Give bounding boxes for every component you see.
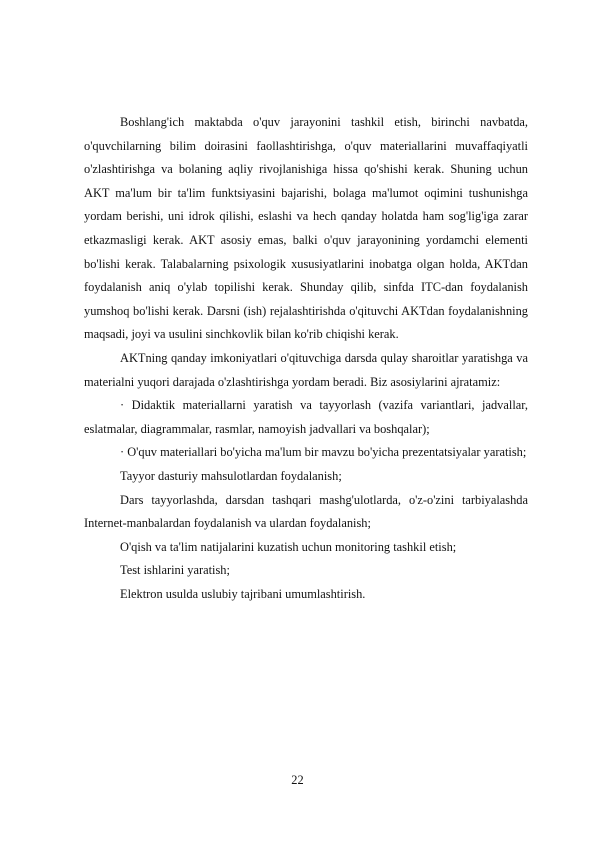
page-number: 22: [291, 773, 304, 787]
list-item-presentations: · O'quv materiallari bo'yicha ma'lum bir mavzu bo'yicha prezentatsiyalar yaratish;: [120, 445, 527, 460]
list-item-didactic-materials: · Didaktik materiallarni yaratish va tayyorlash (vazifa variantlari, jadvallar, eslatmalar, diagrammalar, rasmlar, namoyish jadvallari va boshqalar);: [84, 398, 528, 436]
body-text: [84, 111, 528, 606]
list-item-software-products: Tayyor dasturiy mahsulotlardan foydalanish;: [120, 468, 342, 483]
list-item-monitoring: O'qish va ta'lim natijalarini kuzatish uchun monitoring tashkil etish;: [120, 539, 457, 554]
paragraph-ict-possibilities: AKTning qanday imkoniyatlari o'qituvchiga darsda qulay sharoitlar yaratishga va materialni yuqori darajada o'zlashtirishga yordam beradi. Biz asosiylarini ajratamiz:: [84, 350, 528, 389]
list-item-methodical-experience: Elektron usulda uslubiy tajribani umumlashtirish.: [120, 586, 366, 601]
paragraph-intro: Boshlang'ich maktabda o'quv jarayonini tashkil etish, birinchi navbatda, o'quvchilarning bilim doirasini faollashtirishga, o'quv materiallarini muvaffaqiyatli o'zlashtirishga va bolaning aqliy rivojlanishiga hissa qo'shishi kerak. Shuning uchun AKT ma'lum bir ta'lim funktsiyasini bajarishi, bolaga ma'lumot oqimini tushunishga yordam berishi, uni idrok qilishi, eslashi va hech qanday holatda ham sog'lig'iga zarar etkazmasligi kerak. AKT asosiy emas, balki o'quv jarayonining yordamchi elementi bo'lishi kerak. Talabalarning psixologik xususiyatlarini inobatga olgan holda, AKTdan foydalanish aniq o'ylab topilishi kerak. Shunday qilib, sinfda ITC-dan foydalanish yumshoq bo'lishi kerak. Darsni (ish) rejalashtirishda o'qituvchi AKTdan foydalanishning maqsadi, joyi va usulini sinchkovlik bilan ko'rib chiqishi kerak.: [84, 115, 528, 342]
list-item-internet-resources: Dars tayyorlashda, darsdan tashqari mashg'ulotlarda, o'z-o'zini tarbiyalashda Internet-manbalardan foydalanish va ulardan foydalanish;: [84, 492, 528, 531]
list-item-tests: Test ishlarini yaratish;: [120, 563, 230, 578]
